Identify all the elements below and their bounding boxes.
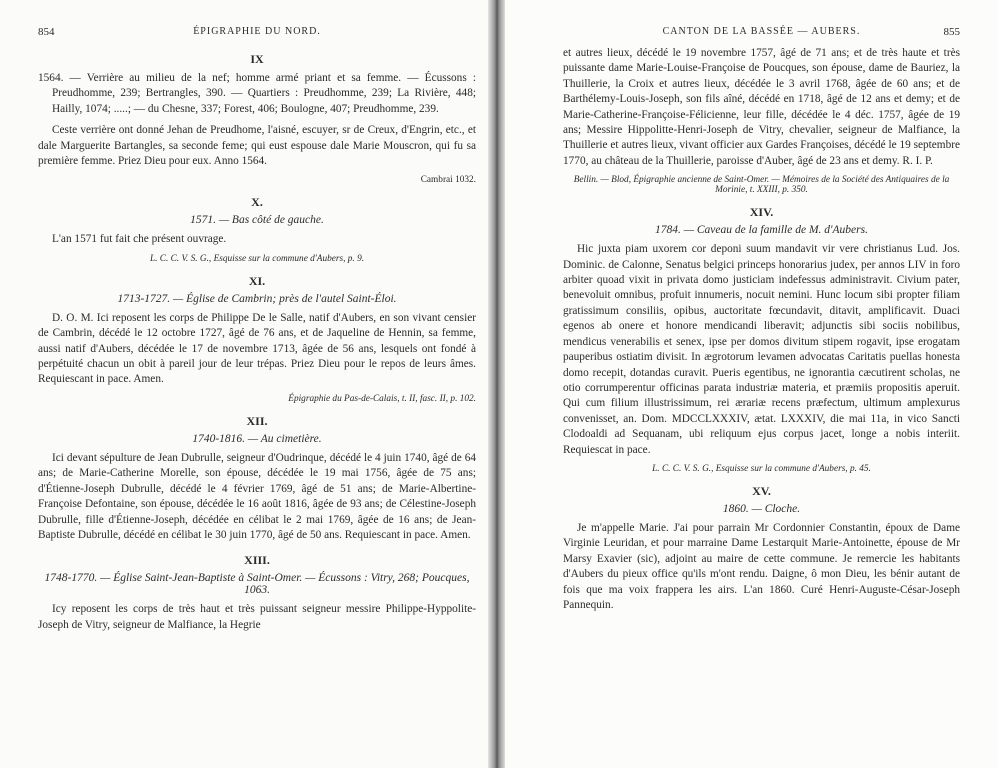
section-number: IX <box>250 52 264 66</box>
inscription-text: Je m'appelle Marie. J'ai pour parrain Mr Cordonnier Constantin, époux de Dame Virginie Leuridan, et pour marraine Dame Lestarquit Marie-Antoinette, épouse de Mr Marsy Exavier (sic), adjoint au maire de cette commune. Je remercie les habitants d'Aubers du pieux office qu'ils m'ont rendu. Daigne, ô mon Dieu, les bénir autant de fois que ma voix frappera les airs. L'an 1860. Curé Henri-Auguste-César-Joseph Pannequin. <box>563 521 960 611</box>
running-title: ÉPIGRAPHIE DU NORD. <box>193 26 321 37</box>
right-header <box>563 26 960 46</box>
entry-heading: 1740-1816. — Au cimetière. <box>192 432 322 445</box>
entry-heading: 1748-1770. — Église Saint-Jean-Baptiste à Saint-Omer. — Écussons : Vitry, 268; Poucques, 1063. <box>44 572 470 597</box>
source-citation: Épigraphie du Pas-de-Calais, t. II, fasc. II, p. 102. <box>288 393 476 404</box>
section-number: X. <box>251 195 263 210</box>
section-number: XII. <box>246 413 268 428</box>
section-number: XIII. <box>244 553 270 568</box>
left-header <box>38 26 476 46</box>
book-gutter <box>488 0 506 768</box>
inscription-text: Hic juxta piam uxorem cor deponi suum mandavit vir vere christianus Lud. Jos. Dominic. de Calonne, Senatus belgici princeps honorarius judex, per annos LIV in foro arbiter quoad vixit in privata domo justiciam indefessus administravit. Civium pater, benevoluit omnibus, profuit innumeris, nocuit nemini. Hunc locum sibi propter filiam gratissimum consiliis, opibus, auctoritate fœcundavit, ditavit, amplificavit. Duaci egenos ab onere et honore mendicandi liberavit; adjunctis sibi sociis nobilibus, mendicus venerabilis et senex, ipse per domos divitum stipem rogavit, ipse erogatam pauperibus ostiatim divisit. In ægrotorum levamen advocatas Caritatis puellas honesta domo recepit, dotandas curavit. Pueris egentibus, ne ignorantia cæcutirent scholas, ne otio corrumperentur officinas parata industriæ materia, et præmiis propositis aperuit. Qui cum filium illustrissimum, rei ærariæ recens præfectum, ultimum amplexurus convenisset, an. Dom. MDCCLXXXIV, ætat. LXXXIV, die mai 11a, in vico Sancti Clodoaldi ad Sequanam, ubi reliquum ejus corpus jacet, longe a nobis interiit. Requiescat in pace. <box>563 243 960 456</box>
entry-heading: 1860. — Cloche. <box>722 502 801 515</box>
inscription-text: D. O. M. Ici reposent les corps de Philippe De le Salle, natif d'Aubers, en son vivant censier de Cambrin, décédé le 12 octobre 1727, âgé de 76 ans, et de Jaqueline de Hennin, sa femme, aussi natif d'Aubers, décédée le 17 de novembre 1713, âgée de 56 ans, lesquels ont fondé à perpétuité chacun un obit à pareil jour de leur trépas. Priez Dieu pour le repos de leurs âmes. Requiescant in pace. Amen. <box>38 311 476 386</box>
right-page <box>505 0 998 768</box>
section-number: XIV. <box>749 205 774 220</box>
inscription-text: Icy reposent les corps de très haut et très puissant seigneur messire Philippe-Hyppolite-Joseph de Vitry, seigneur de Malfiance, la Hegrie <box>38 603 476 631</box>
page-number: 854 <box>38 26 55 38</box>
entry-heading: 1784. — Caveau de la famille de M. d'Aubers. <box>655 224 868 237</box>
source-citation: Bellin. — Blod, Épigraphie ancienne de Saint-Omer. — Mémoires de la Société des Antiquaires de la Morinie, t. XXIII, p. 350. <box>573 175 950 196</box>
section-number: XV. <box>752 483 771 498</box>
running-title: CANTON DE LA BASSÉE — AUBERS. <box>662 26 861 37</box>
inscription-text: L'an 1571 fut fait che présent ouvrage. <box>52 233 227 246</box>
source-citation: L. C. C. V. S. G., Esquisse sur la commune d'Aubers, p. 45. <box>652 463 871 474</box>
entry-heading: 1564. — Verrière au milieu de la nef; homme armé priant et sa femme. — Écussons : Preudhomme, 239; Bertrangles, 390. — Quartiers : Preudhomme, 239; La Rivière, 448; Hailly, 1074; .....; — du Chesne, 337; Forest, 406; Boulogne, 407; Preudhomme, 239. <box>38 72 476 115</box>
section-number: XI. <box>248 273 266 288</box>
left-page <box>0 0 490 768</box>
page-number: 855 <box>943 26 960 38</box>
entry-heading: 1713-1727. — Église de Cambrin; près de l'autel Saint-Éloi. <box>117 292 397 305</box>
entry-heading: 1571. — Bas côté de gauche. <box>190 214 324 227</box>
inscription-text: Ici devant sépulture de Jean Dubrulle, seigneur d'Oudrinque, décédé le 4 juin 1740, âgé de 64 ans; de Marie-Catherine Morelle, son épouse, décédée le 19 mai 1756, âgée de 75 ans; d'Étienne-Joseph Dubrulle, décédé le 4 février 1769, âgé de 51 ans; de Marie-Albertine-Françoise Defontaine, son épouse, décédée le 16 août 1816, âgée de 93 ans; de Célestine-Joseph Dubrulle, fille d'Étienne-Joseph, décédée en célibat le 2 mai 1769, âgée de 16 ans; de Jean-Baptiste Dubrulle, décédé en célibat le 30 juin 1770, âgé de 50 ans. Requiescant in pace. Amen. <box>38 451 476 541</box>
inscription-continuation: et autres lieux, décédé le 19 novembre 1757, âgé de 71 ans; et de très haute et très puissante dame Marie-Louise-Françoise de Poucques, son épouse, dame de Bauriez, la Thuillerie, la Croix et autres lieux, décédée le 3 avril 1768, âgée de 60 ans; et de Barthélemy-Louis-Joseph, son fils aîné, décédé en 1718, âgé de 12 ans et demy; et de Marie-Catherine-Françoise-Félicienne, leur fille, décédée le 4 déc. 1757, âgée de 19 ans; Messire Hippolitte-Henri-Joseph de Vitry, chevalier, seigneur de Malfiance, la Thuillerie et autres lieux, vivant officier aux Gardes Françoises, décédé le 19 septembre 1770, au château de la Thuillerie, paroisse d'Auber, âgé de 23 ans et demy. R. I. P. <box>563 47 960 167</box>
inscription-text: Ceste verrière ont donné Jehan de Preudhome, l'aisné, escuyer, sr de Creux, d'Engrin, etc., et dale Marguerite Bartangles, sa seconde feme; qui eust espouse dale Marie Mouscron, qui fu sa première femme. Priez Dieu pour eux. Anno 1564. <box>38 124 476 168</box>
source-citation: Cambrai 1032. <box>420 175 476 186</box>
source-citation: L. C. C. V. S. G., Esquisse sur la commune d'Aubers, p. 9. <box>149 253 365 264</box>
